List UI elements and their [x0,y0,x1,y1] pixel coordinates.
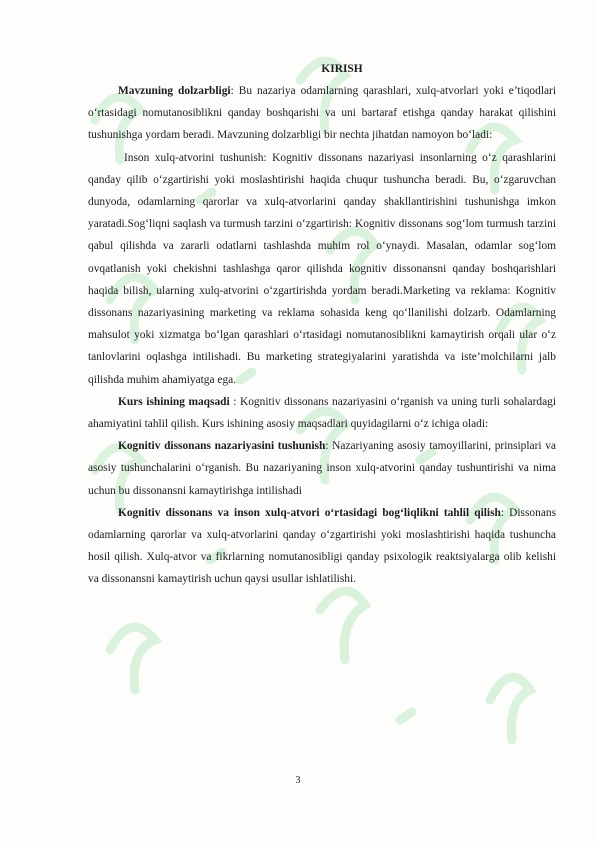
document-title: KIRISH [321,63,363,75]
page-number: 3 [295,775,301,786]
paragraph-analysis-heading: Kognitiv dissonans va inson xulq-atvori o‘rtasidagi bog‘liqlikni tahlil qilish [118,506,501,519]
paragraph-understanding [88,435,556,502]
paragraph-goal [88,391,556,435]
paragraph-understanding-heading: Kognitiv dissonans nazariyasini tushunish [118,440,326,453]
paragraph-analysis-text: : Dissonans odamlarning qarorlar va xulq-atvorlarini qanday o‘zgartirishi yoki moslashtirishi haqida tushuncha hosil qilish. Xulq-atvor va fikrlarning nomutanosibligi qanday psixologik reaktsiyalarga olib kelishi va dissonansni kamaytirish uchun qaysi usullar ishlatilishi. [88,506,557,586]
paragraph-relevance [88,80,556,147]
paragraph-understanding-text: : Nazariyaning asosiy tamoyillarini, prinsiplari va asosiy tushunchalarini o‘rganish. Bu nazariyaning inson xulq-atvorini qanday tushuntirishi va nima uchun bu dissonansni kamaytirishga intilishadi [88,440,556,497]
paragraph-analysis [88,502,556,591]
paragraph-details-text: Inson xulq-atvorini tushunish: Kognitiv dissonans nazariyasi insonlarning o‘z qarashlarini qanday qilib o‘zgartirishi yoki moslashtirishi haqida chuqur tushuncha beradi. Bu, o‘zgaruvchan dunyoda, odamlarning qarorlar va xulq-atvorlarini qanday shakllantirishini tushunishga imkon yaratadi.Sog‘liqni saqlash va turmush tarzini o‘zgartirish: Kognitiv dissonans sog‘lom turmush tarzini qabul qilishda va zararli odatlarni tashlashda muhim rol o‘ynaydi. Masalan, odamlar sog‘lom ovqatlanish yoki chekishni tashlashga qaror qilishda kognitiv dissonansni qanday boshqarishlari haqida bilish, ularning xulq-atvorini o‘zgartirishda yordam beradi.Marketing va reklama: Kognitiv dissonans nazariyasining marketing va reklama sohasida keng qo‘llanilishi dolzarb. Odamlarning mahsulot yoki xizmatga bo‘lgan qarashlari o‘rtasidagi nomutanosiblikni kamaytirish orqali ular o‘z tanlovlarini oqlashga intilishadi. Bu marketing strategiyalarini yaratishda va iste’molchilarni jalb qilishda muhim ahamiyatga ega. [88,151,556,386]
document-body [88,56,556,591]
paragraph-details [88,147,556,391]
paragraph-relevance-text: : Bu nazariya odamlarning qarashlari, xulq-atvorlari yoki e’tiqodlari o‘rtasidagi nomutanosiblikni qanday boshqarishi va uni bartaraf etishga qanday harakat qilishini tushunishga yordam beradi. Mavzuning dolzarbligi bir nechta jihatdan namoyon bo‘ladi: [88,85,557,142]
paragraph-goal-text: : Kognitiv dissonans nazariyasini o‘rganish va uning turli sohalardagi ahamiyatini tahlil qilish. Kurs ishining asosiy maqsadlari quyidagilarni o‘z ichiga oladi: [88,395,557,431]
paragraph-goal-heading: Kurs ishining maqsadi [118,395,230,408]
paragraph-relevance-heading: Mavzuning dolzarbligi [118,85,231,97]
